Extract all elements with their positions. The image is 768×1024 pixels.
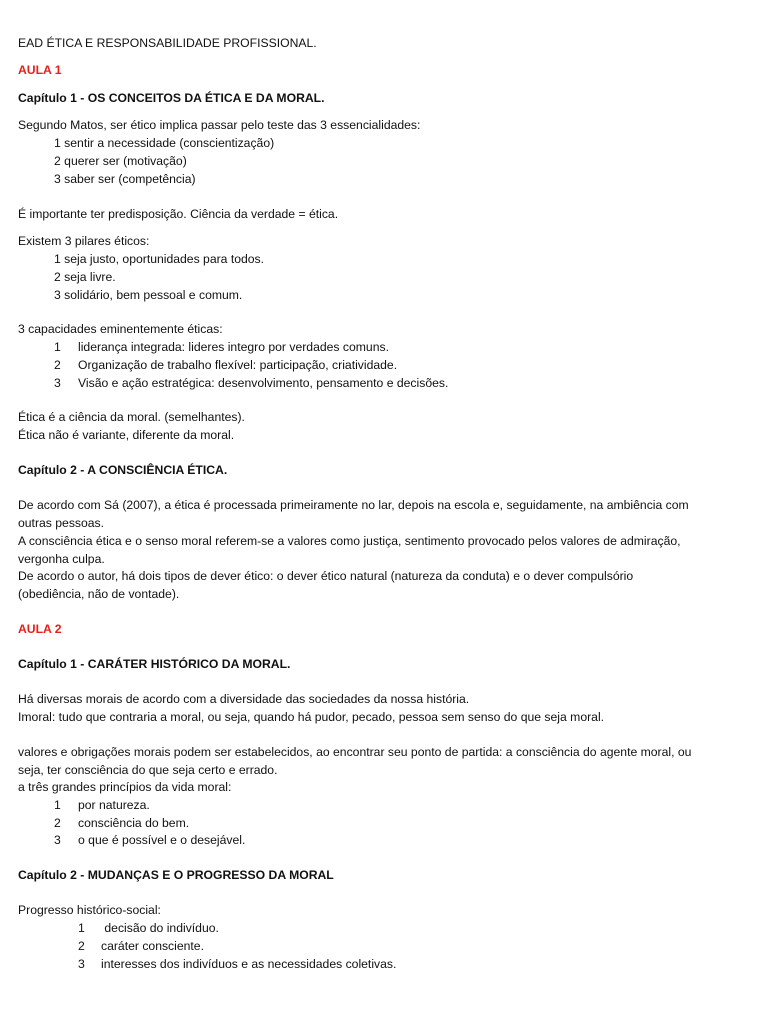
progresso-item: interesses dos indivíduos e as necessidades coletivas. xyxy=(101,957,397,971)
pilar-item: 2 seja livre. xyxy=(54,270,116,284)
progresso-item: caráter consciente. xyxy=(101,939,204,953)
paragraph-line: valores e obrigações morais podem ser estabelecidos, ao encontrar seu ponto de partida: a consciência do agente moral, ou xyxy=(18,745,692,759)
pilar-item: 3 solidário, bem pessoal e comum. xyxy=(54,288,243,302)
principio-item: por natureza. xyxy=(78,798,150,812)
document-header: EAD ÉTICA E RESPONSABILIDADE PROFISSIONAL. xyxy=(18,36,317,50)
aula2-cap2-title: Capítulo 2 - MUDANÇAS E O PROGRESSO DA MORAL xyxy=(18,868,334,882)
capacidade-item: Organização de trabalho flexível: participação, criatividade. xyxy=(78,358,398,372)
paragraph-line: a três grandes princípios da vida moral: xyxy=(18,780,232,794)
list-number: 3 xyxy=(78,957,85,971)
paragraph: Imoral: tudo que contraria a moral, ou seja, quando há pudor, pecado, pessoa sem senso do que seja moral. xyxy=(18,710,605,724)
essencialidade-item: 3 saber ser (competência) xyxy=(54,172,196,186)
capacidades-intro: 3 capacidades eminentemente éticas: xyxy=(18,322,223,336)
paragraph-line: De acordo com Sá (2007), a ética é processada primeiramente no lar, depois na escola e, seguidamente, na ambiência com xyxy=(18,498,689,512)
paragraph-line: outras pessoas. xyxy=(18,516,105,530)
list-number: 2 xyxy=(78,939,85,953)
list-number: 2 xyxy=(54,358,61,372)
list-number: 1 xyxy=(78,921,85,935)
aula1-cap1-title: Capítulo 1 - OS CONCEITOS DA ÉTICA E DA MORAL. xyxy=(18,91,325,105)
essencialidade-item: 1 sentir a necessidade (conscientização) xyxy=(54,136,275,150)
aula2-title: AULA 2 xyxy=(18,622,62,636)
paragraph: É importante ter predisposição. Ciência da verdade = ética. xyxy=(18,207,339,221)
list-number: 3 xyxy=(54,833,61,847)
list-number: 1 xyxy=(54,340,61,354)
progresso-intro: Progresso histórico-social: xyxy=(18,903,161,917)
pilares-intro: Existem 3 pilares éticos: xyxy=(18,234,150,248)
principio-item: o que é possível e o desejável. xyxy=(78,833,246,847)
principio-item: consciência do bem. xyxy=(78,816,190,830)
list-number: 3 xyxy=(54,376,61,390)
paragraph-line: seja, ter consciência do que seja certo e errado. xyxy=(18,763,278,777)
paragraph-line: A consciência ética e o senso moral referem-se a valores como justiça, sentimento provocado pelos valores de admiração, xyxy=(18,534,681,548)
aula2-cap1-title: Capítulo 1 - CARÁTER HISTÓRICO DA MORAL. xyxy=(18,657,291,671)
cap1-intro: Segundo Matos, ser ético implica passar pelo teste das 3 essencialidades: xyxy=(18,118,421,132)
capacidade-item: liderança integrada: lideres integro por verdades comuns. xyxy=(78,340,389,354)
paragraph-line: vergonha culpa. xyxy=(18,552,105,566)
progresso-item: decisão do indivíduo. xyxy=(101,921,219,935)
aula1-title: AULA 1 xyxy=(18,63,62,77)
paragraph: Há diversas morais de acordo com a diversidade das sociedades da nossa história. xyxy=(18,692,470,706)
aula1-cap2-title: Capítulo 2 - A CONSCIÊNCIA ÉTICA. xyxy=(18,463,228,477)
list-number: 1 xyxy=(54,798,61,812)
pilar-item: 1 seja justo, oportunidades para todos. xyxy=(54,252,265,266)
paragraph-line: De acordo o autor, há dois tipos de dever ético: o dever ético natural (natureza da conduta) e o dever compulsório xyxy=(18,569,634,583)
paragraph: Ética é a ciência da moral. (semelhantes). xyxy=(18,410,245,424)
paragraph: Ética não é variante, diferente da moral. xyxy=(18,428,235,442)
capacidade-item: Visão e ação estratégica: desenvolvimento, pensamento e decisões. xyxy=(78,376,449,390)
essencialidade-item: 2 querer ser (motivação) xyxy=(54,154,187,168)
list-number: 2 xyxy=(54,816,61,830)
paragraph-line: (obediência, não de vontade). xyxy=(18,587,180,601)
